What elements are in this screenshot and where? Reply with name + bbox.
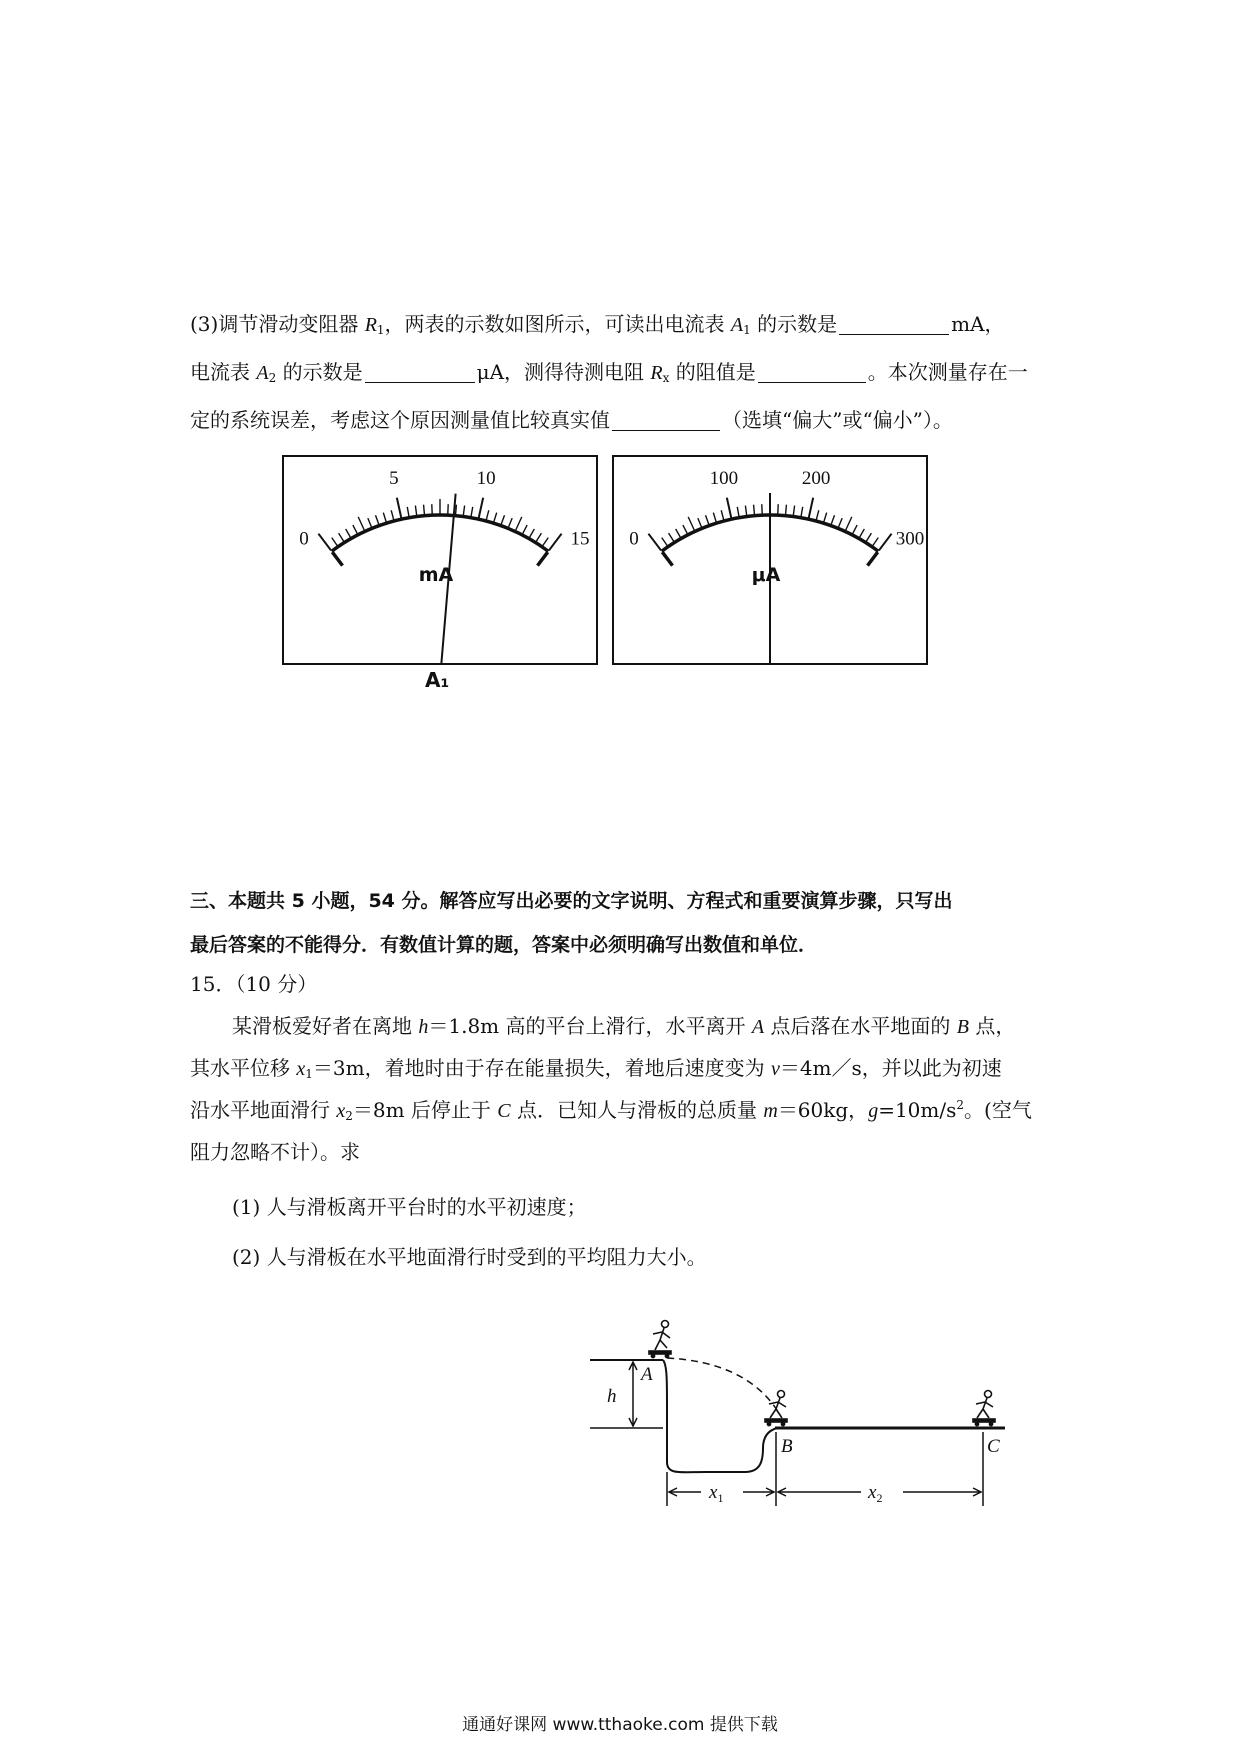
skater-icon-b (765, 1391, 787, 1426)
meter-a1-tick (391, 510, 394, 520)
meter-a1-tick (353, 525, 358, 534)
meter-a1-tick (523, 525, 528, 534)
meter-a2-tick (688, 517, 694, 531)
meter-a1-tick (318, 534, 331, 551)
meter-a1-tick (346, 529, 351, 538)
meter-a2-tick (786, 505, 787, 515)
r1-symbol: R (364, 314, 377, 336)
q3-line-3: 定的系统误差，考虑这个原因测量值比较真实值 （选填“偏大”或“偏小”）。 (190, 408, 953, 432)
trajectory-curve (667, 1358, 777, 1410)
skateboard-figure (585, 1310, 1025, 1525)
answer-blank-a2[interactable] (365, 362, 475, 383)
q15-sub-2: (2) 人与滑板在水平地面滑行时受到的平均阻力大小。 (232, 1245, 707, 1269)
meter-a1-tick (376, 515, 379, 524)
meter-a2-scale-end (867, 552, 877, 566)
meter-a1-scale-label: 5 (389, 467, 399, 489)
meter-a1 (282, 455, 598, 665)
meter-a1-tick (424, 505, 425, 515)
meter-a2-tick (816, 510, 819, 520)
label-x2: $x_2$ (868, 1482, 883, 1505)
meter-a2-tick (698, 518, 702, 527)
meter-a2-scale-label: 200 (801, 467, 831, 489)
q15-para-1: 某滑板爱好者在离地 h＝1.8m 高的平台上滑行，水平离开 A 点后落在水平地面的 B 点， (232, 1014, 1016, 1038)
meter-a2-scale-label: 0 (629, 528, 639, 550)
meter-a1-tick (529, 529, 534, 538)
meter-a1-scale-label: 10 (476, 467, 496, 489)
meter-a2-tick (809, 498, 813, 519)
meter-a1-tick (471, 507, 473, 517)
meter-a2-tick (859, 529, 864, 538)
meter-a1-tick (358, 517, 364, 531)
meter-a2-tick (683, 525, 688, 534)
q3-line-2: 电流表 $A_2$ 的示数是 μA，测得待测电阻 $R_x$ 的阻值是 。本次测量存在一 (190, 360, 1028, 385)
meter-a1-scale-end (332, 552, 342, 566)
label-h: h (607, 1386, 617, 1407)
meter-a2-dial (614, 457, 926, 663)
answer-blank-error[interactable] (612, 410, 720, 431)
q15-para-3: 沿水平地面滑行 $x_2=8m$ 后停止于 C 点．已知人与滑板的总质量 m＝60kg，$g=10m/s^2$。(空气 (190, 1098, 1032, 1123)
meter-a2-tick (737, 507, 739, 517)
skateboard-diagram (585, 1310, 1025, 1525)
meter-a2-tick (648, 534, 661, 551)
meter-a1-tick (415, 506, 416, 516)
meter-a2-tick (727, 498, 731, 519)
meter-a2 (612, 455, 928, 665)
meter-a2-scale-end (662, 552, 672, 566)
meter-a1-tick (494, 513, 497, 523)
meter-a1-scale-label: 15 (570, 528, 590, 550)
meter-a1-tick (543, 538, 549, 546)
q15-para-2: 其水平位移 $x_1=3m$，着地时由于存在能量损失，着地后速度变为 v＝4m／s，并以此为初速 (190, 1056, 1002, 1081)
meter-a2-scale-label: 300 (895, 528, 925, 550)
meter-a2-tick (669, 533, 674, 541)
meter-a1-tick (549, 534, 562, 551)
meter-a1-tick (456, 505, 457, 515)
meter-a2-tick (801, 507, 803, 517)
skater-icon-c (973, 1391, 995, 1426)
meter-a1-tick (536, 533, 541, 541)
meter-a1-dial (284, 457, 596, 663)
meter-a2-tick (866, 533, 871, 541)
label-c: C (987, 1436, 1000, 1457)
answer-blank-a1[interactable] (839, 314, 949, 335)
meter-a2-tick (745, 506, 746, 516)
meter-a1-tick (501, 515, 504, 524)
meter-a1-tick (479, 498, 483, 519)
meter-a1-tick (368, 518, 372, 527)
meter-a1-scale-arc (332, 515, 549, 551)
meter-a1-tick (516, 517, 522, 531)
meter-a2-tick (676, 529, 681, 538)
q15-para-4: 阻力忽略不计）。求 (190, 1140, 360, 1164)
meter-a2-tick (754, 505, 755, 515)
meter-a2-scale-label: 100 (709, 467, 739, 489)
label-b: B (781, 1436, 793, 1457)
meter-a2-tick (824, 513, 827, 523)
meter-a2-tick (853, 525, 858, 534)
section-3-heading-1: 三、本题共 5 小题，54 分。解答应写出必要的文字说明、方程式和重要演算步骤，只写出 (190, 890, 953, 912)
cliff-outline (663, 1360, 777, 1472)
label-x1: $x_1$ (709, 1482, 724, 1505)
meter-a2-tick (706, 515, 709, 524)
meter-a1-tick (332, 538, 338, 546)
meter-a2-tick (846, 517, 852, 531)
q3-line-1: (3)调节滑动变阻器 $R_1$，两表的示数如图所示，可读出电流表 $A_1$ 的示数是 mA， (190, 312, 1005, 337)
meter-a1-tick (407, 507, 409, 517)
meter-a2-tick (873, 538, 879, 546)
meter-a2-tick (831, 515, 834, 524)
meter-a2-tick (662, 538, 668, 546)
meter-a1-scale-end (537, 552, 547, 566)
meter-a2-tick (879, 534, 892, 551)
skater-icon-a (649, 1321, 671, 1358)
meter-a2-tick (721, 510, 724, 520)
label-a: A (641, 1364, 653, 1385)
meter-a1-tick (383, 513, 386, 523)
q15-number: 15．（10 分） (190, 972, 318, 996)
meter-a1-tick (486, 510, 489, 520)
meter-a1-unit-label: mA (418, 564, 454, 586)
meter-a2-tick (793, 506, 794, 516)
meter-a2-unit-label: μA (751, 564, 781, 586)
page-footer: 通通好课网 www.tthaoke.com 提供下载 (462, 1715, 778, 1735)
meter-a1-tick (508, 518, 512, 527)
meter-a2-tick (713, 513, 716, 523)
meter-a1-scale-label: 0 (299, 528, 309, 550)
q15-sub-1: (1) 人与滑板离开平台时的水平初速度； (232, 1195, 587, 1219)
meter-a1-tick (339, 533, 344, 541)
answer-blank-rx[interactable] (758, 362, 866, 383)
meter-a2-tick (838, 518, 842, 527)
section-3-heading-2: 最后答案的不能得分．有数值计算的题，答案中必须明确写出数值和单位． (190, 934, 818, 956)
meter-a1-tick (463, 506, 464, 516)
meter-a1-name: A₁ (425, 668, 450, 692)
meter-a1-tick (397, 498, 401, 519)
